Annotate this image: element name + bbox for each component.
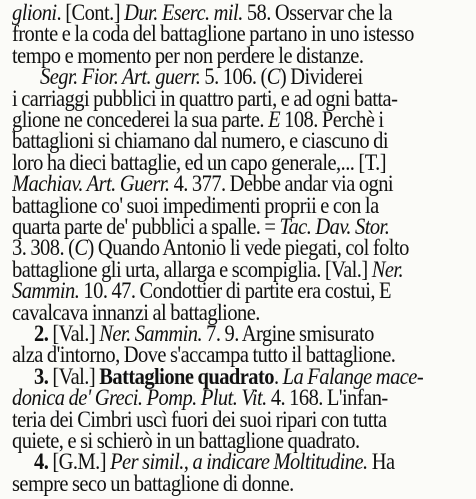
- text-line: [12, 473, 468, 497]
- text-run: battaglioni si chiamano dal numero, e ciascuno di: [12, 130, 389, 154]
- italic-run: Sammin.: [12, 280, 80, 304]
- text-line: [12, 195, 468, 219]
- text-line: [12, 88, 468, 112]
- text-line: [12, 216, 468, 240]
- text-run: 10. 47. Condottier di partite era costui, E: [79, 280, 392, 304]
- text-run: sempre seco un battaglione di donne.: [12, 472, 294, 497]
- text-line: [12, 302, 468, 326]
- text-run: Ha: [367, 451, 395, 475]
- italic-run: C: [74, 237, 88, 261]
- italic-run: glioni: [12, 2, 57, 26]
- text-run: battaglione co' suoi impedimenti proprii e con la: [12, 194, 379, 219]
- italic-run: La Falange mace-: [282, 365, 424, 390]
- text-run: ) Dividerei: [279, 66, 363, 90]
- text-line: [12, 280, 468, 304]
- text-line: [12, 344, 468, 368]
- text-run: 4. 168. L'infan-: [266, 387, 388, 411]
- text-line: [12, 2, 468, 26]
- text-run: .: [273, 365, 283, 390]
- text-line: [12, 237, 468, 261]
- text-run: glione ne concederei la sua parte.: [12, 109, 269, 133]
- text-line: [12, 259, 468, 283]
- text-line: [34, 323, 468, 347]
- text-run: battaglione gli urta, allarga e scompiglia. [Val.]: [12, 258, 372, 283]
- text-run: ) Quando Antonio li vede piegati, col folto: [87, 237, 409, 261]
- text-line: [34, 366, 468, 390]
- italic-run: Tac. Dav. Stor.: [279, 216, 390, 240]
- text-run: quarta parte de' pubblici a spalle. =: [12, 216, 280, 240]
- text-run: 58. Osservar che la: [242, 2, 393, 26]
- text-run: alza d'intorno, Dove s'accampa tutto il battaglione.: [12, 344, 396, 368]
- text-run: quiete, e si schierò in un battaglione quadrato.: [12, 430, 360, 454]
- text-run: tempo e momento per non perdere le distanze.: [12, 44, 364, 69]
- italic-run: Machiav. Art. Guerr.: [12, 173, 170, 197]
- italic-run: donica de' Greci. Pomp. Plut. Vit.: [12, 387, 267, 411]
- italic-run: Dur. Eserc. mil.: [124, 2, 243, 26]
- text-run: [Val.]: [48, 323, 100, 347]
- text-line: [12, 152, 468, 176]
- text-line: [12, 387, 468, 411]
- text-run: 7. 9. Argine smisurato: [202, 323, 374, 347]
- bold-run: 3.: [34, 365, 49, 390]
- text-line: [12, 409, 468, 433]
- italic-run: E: [268, 109, 281, 133]
- text-run: loro ha dieci battaglie, ed un capo generale,... [T.]: [12, 151, 387, 176]
- italic-run: Per simil., a indicare Moltitudine.: [110, 451, 368, 475]
- text-run: 3. 308. (: [12, 237, 75, 261]
- text-line: [40, 66, 468, 90]
- bold-run: 2.: [34, 323, 49, 347]
- text-run: teria dei Cimbri uscì fuori dei suoi ripari con tutta: [12, 408, 387, 433]
- bold-run: 4.: [34, 451, 49, 475]
- text-line: [12, 45, 468, 69]
- text-run: . [Cont.]: [56, 2, 125, 26]
- text-line: [34, 451, 468, 475]
- text-line: [12, 130, 468, 154]
- text-line: [12, 109, 468, 133]
- text-line: [12, 173, 468, 197]
- italic-run: C: [266, 66, 280, 90]
- bold-run: Battaglione quadrato: [99, 365, 274, 390]
- text-run: 108. Perchè i: [280, 109, 384, 133]
- italic-run: Ner. Sammin.: [99, 323, 203, 347]
- text-run: i carriaggi pubblici in quattro parti, e ad ogni batta-: [12, 87, 398, 112]
- text-line: [12, 430, 468, 454]
- text-run: cavalcava innanzi al battaglione.: [12, 301, 260, 326]
- italic-run: Segr. Fior. Art. guerr.: [40, 66, 201, 90]
- text-run: fronte e la coda del battaglione partano in uno istesso: [12, 23, 414, 47]
- text-run: [G.M.]: [48, 451, 111, 475]
- text-run: 5. 106. (: [200, 66, 267, 90]
- text-line: [12, 23, 468, 47]
- italic-run: Ner.: [371, 258, 404, 283]
- text-run: 4. 377. Debbe andar via ogni: [169, 173, 394, 197]
- text-run: [Val.]: [48, 365, 100, 390]
